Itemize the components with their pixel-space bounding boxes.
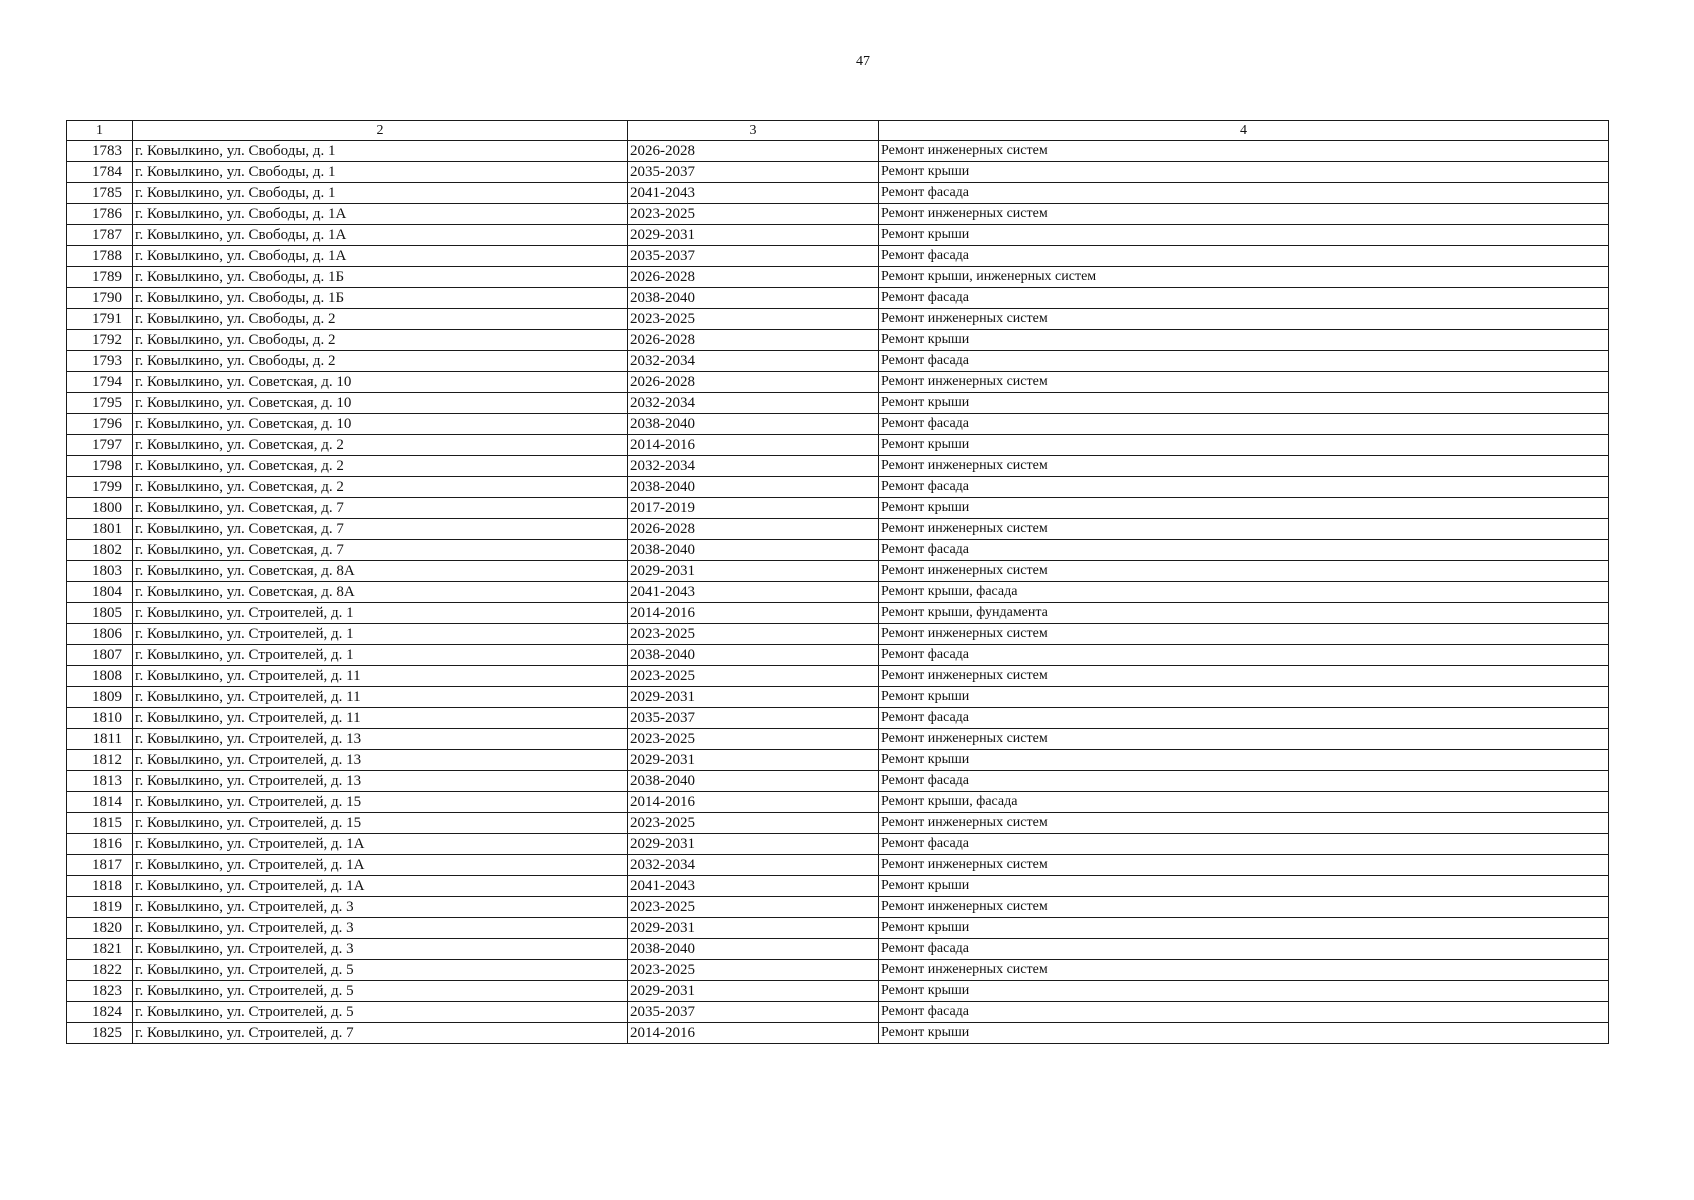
table-row [67,939,1609,960]
row-number: 1813 [67,771,133,792]
work-type-cell: Ремонт фасада [879,288,1609,309]
work-type-cell: Ремонт фасада [879,771,1609,792]
period-cell: 2023-2025 [628,666,879,687]
work-type-cell: Ремонт инженерных систем [879,729,1609,750]
row-number: 1820 [67,918,133,939]
row-number: 1787 [67,225,133,246]
work-type-cell: Ремонт крыши, инженерных систем [879,267,1609,288]
row-number: 1817 [67,855,133,876]
period-cell: 2029-2031 [628,750,879,771]
table-row [67,876,1609,897]
table-row [67,225,1609,246]
period-cell: 2023-2025 [628,897,879,918]
row-number: 1809 [67,687,133,708]
work-type-cell: Ремонт крыши [879,876,1609,897]
table-row [67,792,1609,813]
period-cell: 2029-2031 [628,981,879,1002]
address-cell: г. Ковылкино, ул. Советская, д. 10 [133,393,628,414]
row-number: 1783 [67,141,133,162]
row-number: 1791 [67,309,133,330]
table-row [67,288,1609,309]
work-type-cell: Ремонт инженерных систем [879,897,1609,918]
work-type-cell: Ремонт крыши [879,687,1609,708]
work-type-cell: Ремонт крыши [879,162,1609,183]
row-number: 1805 [67,603,133,624]
period-cell: 2029-2031 [628,561,879,582]
work-type-cell: Ремонт крыши, фундамента [879,603,1609,624]
address-cell: г. Ковылкино, ул. Строителей, д. 1 [133,603,628,624]
work-type-cell: Ремонт инженерных систем [879,624,1609,645]
table-row [67,267,1609,288]
work-type-cell: Ремонт инженерных систем [879,666,1609,687]
work-type-cell: Ремонт крыши [879,498,1609,519]
row-number: 1815 [67,813,133,834]
address-cell: г. Ковылкино, ул. Советская, д. 2 [133,456,628,477]
period-cell: 2035-2037 [628,162,879,183]
work-type-cell: Ремонт крыши [879,225,1609,246]
row-number: 1799 [67,477,133,498]
work-type-cell: Ремонт инженерных систем [879,456,1609,477]
address-cell: г. Ковылкино, ул. Свободы, д. 2 [133,330,628,351]
table-row [67,1023,1609,1044]
table-row [67,666,1609,687]
table-row [67,582,1609,603]
address-cell: г. Ковылкино, ул. Строителей, д. 3 [133,897,628,918]
period-cell: 2035-2037 [628,708,879,729]
work-type-cell: Ремонт инженерных систем [879,519,1609,540]
table-row [67,540,1609,561]
period-cell: 2026-2028 [628,519,879,540]
column-header-2: 2 [133,121,628,141]
period-cell: 2038-2040 [628,645,879,666]
period-cell: 2026-2028 [628,141,879,162]
row-number: 1824 [67,1002,133,1023]
work-type-cell: Ремонт фасада [879,246,1609,267]
period-cell: 2041-2043 [628,582,879,603]
period-cell: 2041-2043 [628,183,879,204]
address-cell: г. Ковылкино, ул. Строителей, д. 1А [133,876,628,897]
address-cell: г. Ковылкино, ул. Советская, д. 7 [133,540,628,561]
row-number: 1819 [67,897,133,918]
address-cell: г. Ковылкино, ул. Строителей, д. 1А [133,834,628,855]
address-cell: г. Ковылкино, ул. Советская, д. 7 [133,498,628,519]
table-row [67,603,1609,624]
period-cell: 2014-2016 [628,1023,879,1044]
row-number: 1823 [67,981,133,1002]
address-cell: г. Ковылкино, ул. Строителей, д. 15 [133,813,628,834]
address-cell: г. Ковылкино, ул. Свободы, д. 1Б [133,288,628,309]
address-cell: г. Ковылкино, ул. Строителей, д. 11 [133,687,628,708]
row-number: 1784 [67,162,133,183]
period-cell: 2023-2025 [628,624,879,645]
address-cell: г. Ковылкино, ул. Свободы, д. 1 [133,141,628,162]
row-number: 1816 [67,834,133,855]
table-row [67,456,1609,477]
table-row [67,351,1609,372]
table-row [67,897,1609,918]
work-type-cell: Ремонт инженерных систем [879,141,1609,162]
work-type-cell: Ремонт фасада [879,939,1609,960]
address-cell: г. Ковылкино, ул. Строителей, д. 1 [133,624,628,645]
table-row [67,750,1609,771]
table-row [67,645,1609,666]
row-number: 1789 [67,267,133,288]
row-number: 1818 [67,876,133,897]
work-type-cell: Ремонт крыши, фасада [879,792,1609,813]
period-cell: 2026-2028 [628,267,879,288]
period-cell: 2038-2040 [628,771,879,792]
row-number: 1802 [67,540,133,561]
work-type-cell: Ремонт фасада [879,645,1609,666]
row-number: 1785 [67,183,133,204]
work-type-cell: Ремонт крыши, фасада [879,582,1609,603]
row-number: 1825 [67,1023,133,1044]
period-cell: 2038-2040 [628,540,879,561]
address-cell: г. Ковылкино, ул. Советская, д. 2 [133,435,628,456]
address-cell: г. Ковылкино, ул. Строителей, д. 11 [133,708,628,729]
table-row [67,309,1609,330]
period-cell: 2029-2031 [628,834,879,855]
address-cell: г. Ковылкино, ул. Советская, д. 10 [133,414,628,435]
row-number: 1806 [67,624,133,645]
work-type-cell: Ремонт фасада [879,834,1609,855]
work-type-cell: Ремонт фасада [879,1002,1609,1023]
address-cell: г. Ковылкино, ул. Строителей, д. 5 [133,1002,628,1023]
row-number: 1812 [67,750,133,771]
period-cell: 2035-2037 [628,1002,879,1023]
period-cell: 2032-2034 [628,393,879,414]
address-cell: г. Ковылкино, ул. Советская, д. 2 [133,477,628,498]
table-row [67,981,1609,1002]
period-cell: 2023-2025 [628,813,879,834]
work-type-cell: Ремонт инженерных систем [879,372,1609,393]
period-cell: 2023-2025 [628,204,879,225]
address-cell: г. Ковылкино, ул. Советская, д. 8А [133,561,628,582]
period-cell: 2023-2025 [628,309,879,330]
row-number: 1797 [67,435,133,456]
address-cell: г. Ковылкино, ул. Строителей, д. 11 [133,666,628,687]
work-type-cell: Ремонт фасада [879,477,1609,498]
row-number: 1800 [67,498,133,519]
table-row [67,477,1609,498]
table-row [67,393,1609,414]
table-row [67,708,1609,729]
period-cell: 2035-2037 [628,246,879,267]
period-cell: 2038-2040 [628,414,879,435]
page-number: 47 [856,54,870,69]
work-type-cell: Ремонт инженерных систем [879,960,1609,981]
table-row [67,414,1609,435]
address-cell: г. Ковылкино, ул. Строителей, д. 15 [133,792,628,813]
table-row [67,855,1609,876]
row-number: 1786 [67,204,133,225]
address-cell: г. Ковылкино, ул. Свободы, д. 2 [133,309,628,330]
work-type-cell: Ремонт крыши [879,330,1609,351]
row-number: 1788 [67,246,133,267]
row-number: 1796 [67,414,133,435]
row-number: 1811 [67,729,133,750]
work-type-cell: Ремонт инженерных систем [879,561,1609,582]
table-row [67,1002,1609,1023]
row-number: 1821 [67,939,133,960]
period-cell: 2032-2034 [628,855,879,876]
table-row [67,330,1609,351]
table-row [67,141,1609,162]
address-cell: г. Ковылкино, ул. Строителей, д. 5 [133,960,628,981]
work-type-cell: Ремонт фасада [879,351,1609,372]
address-cell: г. Ковылкино, ул. Строителей, д. 5 [133,981,628,1002]
work-type-cell: Ремонт крыши [879,918,1609,939]
work-type-cell: Ремонт крыши [879,393,1609,414]
work-type-cell: Ремонт фасада [879,183,1609,204]
table-row [67,246,1609,267]
column-header-1: 1 [67,121,133,141]
table-row [67,183,1609,204]
address-cell: г. Ковылкино, ул. Свободы, д. 1 [133,183,628,204]
period-cell: 2026-2028 [628,372,879,393]
row-number: 1798 [67,456,133,477]
row-number: 1808 [67,666,133,687]
period-cell: 2038-2040 [628,288,879,309]
work-type-cell: Ремонт инженерных систем [879,309,1609,330]
table-row [67,519,1609,540]
table-body [67,141,1609,1044]
period-cell: 2029-2031 [628,687,879,708]
address-cell: г. Ковылкино, ул. Свободы, д. 1А [133,225,628,246]
table-row [67,918,1609,939]
period-cell: 2032-2034 [628,456,879,477]
period-cell: 2014-2016 [628,435,879,456]
address-cell: г. Ковылкино, ул. Строителей, д. 3 [133,939,628,960]
work-type-cell: Ремонт крыши [879,750,1609,771]
address-cell: г. Ковылкино, ул. Свободы, д. 2 [133,351,628,372]
table-header-row [67,121,1609,141]
row-number: 1810 [67,708,133,729]
address-cell: г. Ковылкино, ул. Свободы, д. 1А [133,246,628,267]
period-cell: 2017-2019 [628,498,879,519]
work-type-cell: Ремонт инженерных систем [879,204,1609,225]
work-type-cell: Ремонт крыши [879,981,1609,1002]
period-cell: 2014-2016 [628,792,879,813]
address-cell: г. Ковылкино, ул. Строителей, д. 13 [133,771,628,792]
table-row [67,771,1609,792]
work-type-cell: Ремонт фасада [879,540,1609,561]
address-cell: г. Ковылкино, ул. Советская, д. 10 [133,372,628,393]
table-row [67,960,1609,981]
period-cell: 2014-2016 [628,603,879,624]
table-row [67,204,1609,225]
repair-schedule-table [66,120,1609,1044]
row-number: 1794 [67,372,133,393]
period-cell: 2023-2025 [628,729,879,750]
work-type-cell: Ремонт инженерных систем [879,813,1609,834]
table-row [67,435,1609,456]
work-type-cell: Ремонт крыши [879,435,1609,456]
column-header-4: 4 [879,121,1609,141]
work-type-cell: Ремонт крыши [879,1023,1609,1044]
address-cell: г. Ковылкино, ул. Советская, д. 8А [133,582,628,603]
table-row [67,729,1609,750]
address-cell: г. Ковылкино, ул. Строителей, д. 13 [133,729,628,750]
row-number: 1793 [67,351,133,372]
address-cell: г. Ковылкино, ул. Строителей, д. 1 [133,645,628,666]
row-number: 1795 [67,393,133,414]
column-header-3: 3 [628,121,879,141]
period-cell: 2029-2031 [628,918,879,939]
address-cell: г. Ковылкино, ул. Свободы, д. 1Б [133,267,628,288]
table-row [67,372,1609,393]
row-number: 1807 [67,645,133,666]
address-cell: г. Ковылкино, ул. Свободы, д. 1А [133,204,628,225]
address-cell: г. Ковылкино, ул. Строителей, д. 1А [133,855,628,876]
table-row [67,813,1609,834]
address-cell: г. Ковылкино, ул. Свободы, д. 1 [133,162,628,183]
row-number: 1803 [67,561,133,582]
table-row [67,834,1609,855]
table-row [67,687,1609,708]
row-number: 1792 [67,330,133,351]
period-cell: 2023-2025 [628,960,879,981]
work-type-cell: Ремонт фасада [879,414,1609,435]
table-row [67,498,1609,519]
address-cell: г. Ковылкино, ул. Строителей, д. 3 [133,918,628,939]
work-type-cell: Ремонт инженерных систем [879,855,1609,876]
period-cell: 2032-2034 [628,351,879,372]
period-cell: 2026-2028 [628,330,879,351]
row-number: 1790 [67,288,133,309]
period-cell: 2038-2040 [628,477,879,498]
work-type-cell: Ремонт фасада [879,708,1609,729]
period-cell: 2029-2031 [628,225,879,246]
address-cell: г. Ковылкино, ул. Строителей, д. 7 [133,1023,628,1044]
period-cell: 2038-2040 [628,939,879,960]
table-row [67,624,1609,645]
table-row [67,162,1609,183]
period-cell: 2041-2043 [628,876,879,897]
row-number: 1814 [67,792,133,813]
row-number: 1804 [67,582,133,603]
address-cell: г. Ковылкино, ул. Советская, д. 7 [133,519,628,540]
row-number: 1822 [67,960,133,981]
row-number: 1801 [67,519,133,540]
address-cell: г. Ковылкино, ул. Строителей, д. 13 [133,750,628,771]
table-row [67,561,1609,582]
